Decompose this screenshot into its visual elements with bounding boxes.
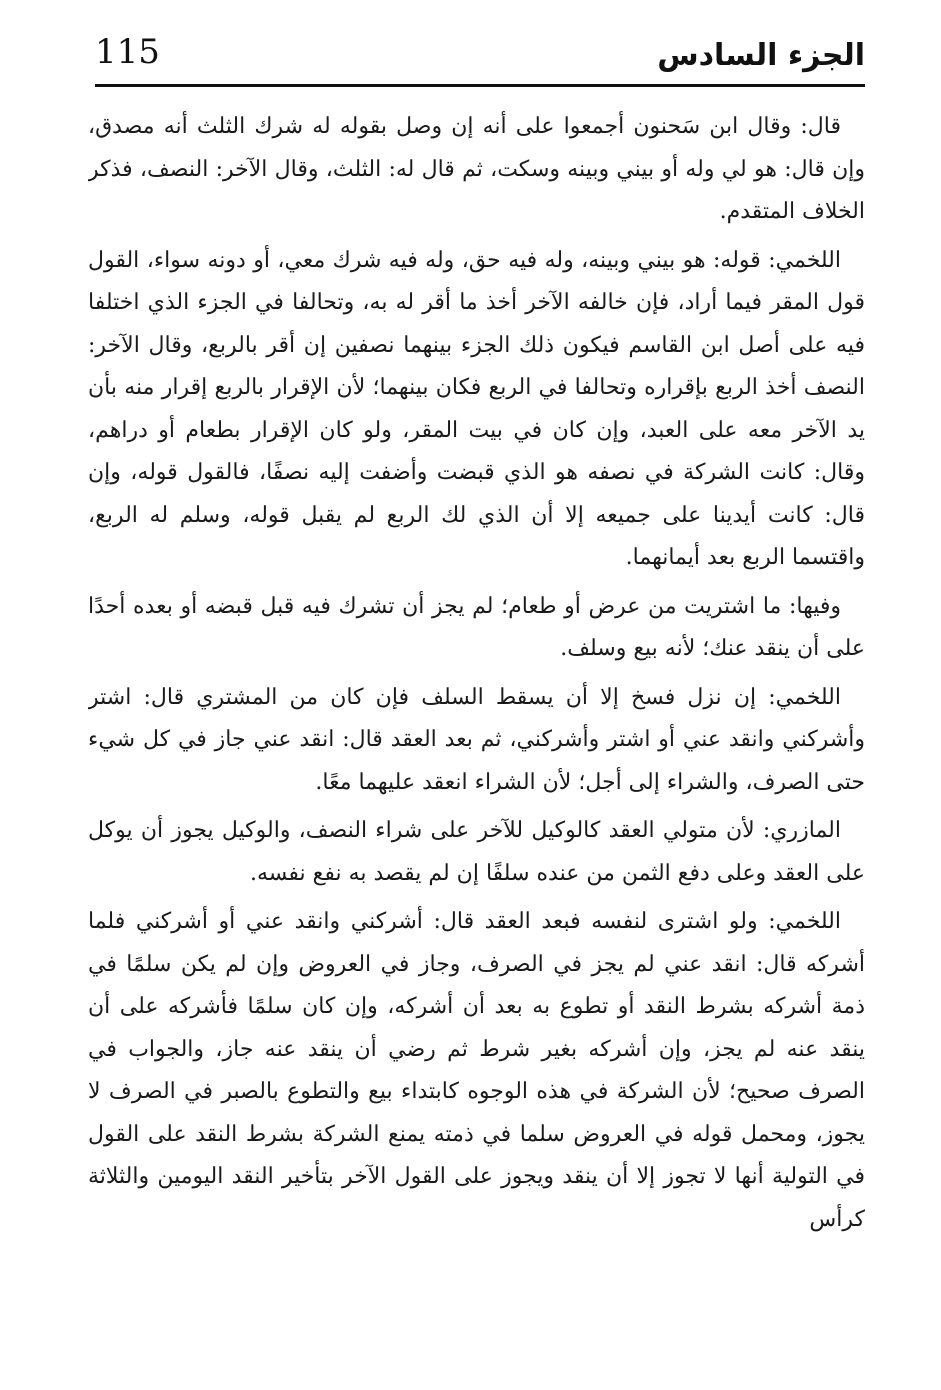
running-head: الجزء السادس <box>657 38 865 73</box>
page-number: 115 <box>95 32 160 72</box>
header-rule <box>95 84 865 87</box>
body-text <box>88 106 865 1376</box>
paragraph: قال: وقال ابن سَحنون أجمعوا على أنه إن وصل بقوله له شرك الثلث أنه مصدق، وإن قال: هو لي وله أو بيني وبينه وسكت، ثم قال له: الثلث، وقال الآخر: النصف، فذكر الخلاف المتقدم. <box>88 114 865 224</box>
paragraph: المازري: لأن متولي العقد كالوكيل للآخر على شراء النصف، والوكيل يجوز أن يوكل على العقد وعلى دفع الثمن من عنده سلفًا إن لم يقصد به نفع نفسه. <box>88 818 865 886</box>
paragraph: اللخمي: قوله: هو بيني وبينه، وله فيه حق، وله فيه شرك معي، أو دونه سواء، القول قول المقر فيما أراد، فإن خالفه الآخر أخذ ما أقر له به، وتحالفا في الجزء الذي اختلفا فيه على أصل ابن القاسم فيكون ذلك الجزء بينهما نصفين إن أقر بالربع، وقال الآخر: النصف أخذ الربع بإقراره وتحالفا في الربع فكان بينهما؛ لأن الإقرار بالربع إقرار منه بأن يد الآخر معه على العبد، وإن كان في بيت المقر، ولو كان الإقرار بطعام أو دراهم، وقال: كانت الشركة في نصفه هو الذي قبضت وأضفت إليه نصفًا، فالقول قوله، وإن قال: كانت أيدينا على جميعه إلا أن الذي لك الربع لم يقبل قوله، وسلم له الربع، واقتسما الربع بعد أيمانهما. <box>88 247 865 570</box>
page-header <box>95 28 865 88</box>
paragraph: اللخمي: إن نزل فسخ إلا أن يسقط السلف فإن كان من المشتري قال: اشتر وأشركني وانقد عني أو اشتر وأشركني، ثم بعد العقد قال: انقد عني جاز في كل شيء حتى الصرف، والشراء إلى أجل؛ لأن الشراء انعقد عليهما معًا. <box>88 684 865 795</box>
paragraph: وفيها: ما اشتريت من عرض أو طعام؛ لم يجز أن تشرك فيه قبل قبضه أو بعده أحدًا على أن ينقد عنك؛ لأنه بيع وسلف. <box>88 593 865 661</box>
paragraph: اللخمي: ولو اشترى لنفسه فبعد العقد قال: أشركني وانقد عني أو أشركني فلما أشركه قال: انقد عني لم يجز في الصرف، وجاز في العروض وإن لم يكن سلمًا في ذمة أشركه بشرط النقد أو تطوع به بعد أن أشركه، وإن كان سلمًا فأشركه على أن ينقد عنه لم يجز، وإن أشركه بغير شرط ثم رضي أن ينقد عنه جاز، والجواب في الصرف صحيح؛ لأن الشركة في هذه الوجوه كابتداء بيع والتطوع بالصبر في الصرف لا يجوز، ومحمل قوله في العروض سلما في ذمته يمنع الشركة بشرط النقد على القول في التولية أنها لا تجوز إلا أن ينقد ويجوز على القول الآخر بتأخير النقد اليومين والثلاثة كرأس <box>88 909 865 1232</box>
